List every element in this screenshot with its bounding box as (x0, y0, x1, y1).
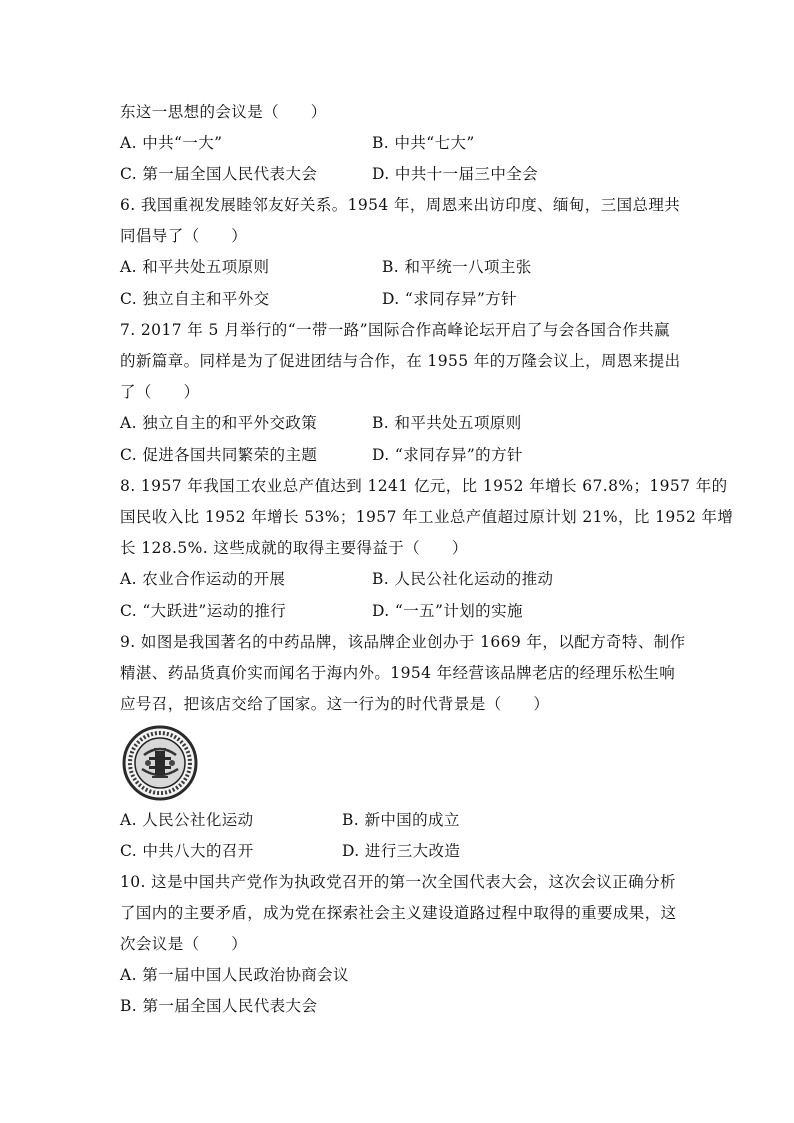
q5-option-b: B. 中共“七大” (372, 134, 475, 152)
q6-option-d: D. “求同存异”方针 (382, 290, 517, 308)
q9-option-a: A. 人民公社化运动 (120, 811, 254, 829)
q7-option-a: A. 独立自主的和平外交政策 (120, 414, 318, 432)
q7-stem-line-3: 了（ ） (120, 383, 200, 401)
q7-stem-line-1: 7. 2017 年 5 月举行的“一带一路”国际合作高峰论坛开启了与会各国合作共赢 (120, 321, 671, 339)
q6-stem-line-2: 同倡导了（ ） (120, 227, 248, 245)
q8-stem-line-1: 8. 1957 年我国工农业总产值达到 1241 亿元，比 1952 年增长 67.8%；1957 年的 (120, 477, 728, 495)
q9-option-b: B. 新中国的成立 (342, 811, 460, 829)
q8-option-c: C. “大跃进”运动的推行 (120, 602, 287, 620)
q5-option-d: D. 中共十一届三中全会 (372, 165, 539, 183)
q7-option-d: D. “求同存异”的方针 (372, 446, 523, 464)
q8-option-b: B. 人民公社化运动的推动 (372, 570, 554, 588)
q7-option-c: C. 促进各国共同繁荣的主题 (120, 446, 318, 464)
medicine-brand-seal-image (122, 725, 198, 801)
q8-stem-line-2: 国民收入比 1952 年增长 53%；1957 年工业总产值超过原计划 21%，比 1952 年增 (120, 508, 734, 526)
q5-option-c: C. 第一届全国人民代表大会 (120, 165, 318, 183)
q6-option-a: A. 和平共处五项原则 (120, 258, 270, 276)
q9-option-d: D. 进行三大改造 (342, 842, 461, 860)
q9-stem-line-3: 应号召，把该店交给了国家。这一行为的时代背景是（ ） (120, 695, 550, 713)
q9-option-c: C. 中共八大的召开 (120, 842, 254, 860)
q9-stem-line-2: 精湛、药品货真价实而闻名于海内外。1954 年经营该品牌老店的经理乐松生响 (120, 664, 676, 682)
q5-stem-tail: 东这一思想的会议是（ ） (120, 103, 327, 121)
q9-stem-line-1: 9. 如图是我国著名的中药品牌，该品牌企业创办于 1669 年，以配方奇特、制作 (120, 633, 686, 651)
q10-stem-line-1: 10. 这是中国共产党作为执政党召开的第一次全国代表大会，这次会议正确分析 (120, 873, 676, 891)
q6-option-b: B. 和平统一八项主张 (382, 258, 532, 276)
q7-stem-line-2: 的新篇章。同样是为了促进团结与合作，在 1955 年的万隆会议上，周恩来提出 (120, 352, 681, 370)
q6-stem-line-1: 6. 我国重视发展睦邻友好关系。1954 年，周恩来出访印度、缅甸，三国总理共 (120, 196, 681, 214)
q8-option-d: D. “一五”计划的实施 (372, 602, 523, 620)
q8-option-a: A. 农业合作运动的开展 (120, 570, 286, 588)
q10-option-a: A. 第一届中国人民政治协商会议 (120, 966, 349, 984)
q8-stem-line-3: 长 128.5%. 这些成就的取得主要得益于（ ） (120, 539, 468, 557)
q10-stem-line-2: 了国内的主要矛盾，成为党在探索社会主义建设道路过程中取得的重要成果，这 (120, 904, 677, 922)
q10-option-b: B. 第一届全国人民代表大会 (120, 997, 318, 1015)
q7-option-b: B. 和平共处五项原则 (372, 414, 522, 432)
q10-stem-line-3: 次会议是（ ） (120, 935, 248, 953)
q6-option-c: C. 独立自主和平外交 (120, 290, 270, 308)
q5-option-a: A. 中共“一大” (120, 134, 223, 152)
